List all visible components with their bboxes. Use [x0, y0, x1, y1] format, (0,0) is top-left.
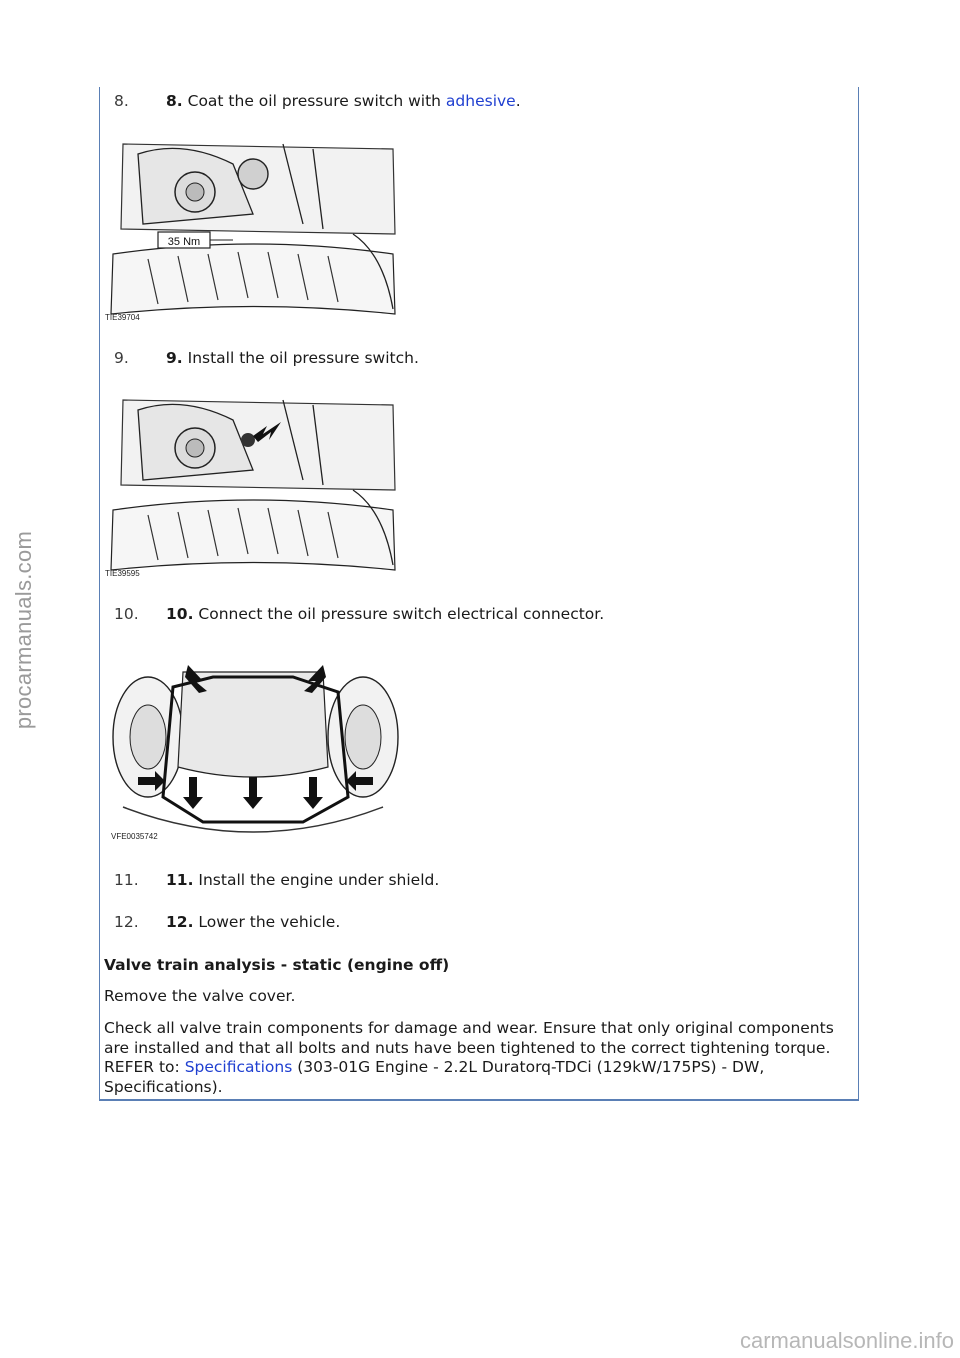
step-number: 8. — [114, 92, 129, 110]
footer-watermark: carmanualsonline.info — [739, 1328, 954, 1353]
step-text-before: Coat the oil pressure switch with — [187, 92, 446, 110]
step-text — [166, 92, 521, 110]
section-heading: Valve train analysis - static (engine off) — [104, 956, 450, 974]
step-label: 12. — [166, 913, 194, 931]
step-label: 8. — [166, 92, 183, 110]
step-text — [166, 913, 340, 931]
paragraph-text-after: (303-01G Engine - 2.2L Duratorq-TDCi (129kW/175PS) - DW, Specifications). — [104, 1058, 765, 1096]
step-label: 9. — [166, 349, 183, 367]
figure-install-oil-pressure-switch — [103, 390, 399, 580]
step-label: 11. — [166, 871, 194, 889]
step-number: 10. — [114, 605, 139, 623]
step-text — [166, 349, 419, 367]
step-text-body: Lower the vehicle. — [198, 913, 341, 931]
figure-code: TIE39595 — [105, 569, 140, 578]
side-watermark-text: procarmanuals.com — [11, 530, 36, 730]
paragraph-text-before: Check all valve train components for damage and wear. Ensure that only original components are installed and that all bolts and nuts have been tightened to the correct tightening torque. REFER to: — [104, 1019, 834, 1076]
step-text-body: Install the engine under shield. — [198, 871, 440, 889]
step-number: 9. — [114, 349, 129, 367]
procedure-panel — [99, 87, 859, 1101]
paragraph-check-components — [104, 1019, 844, 1097]
side-watermark — [4, 480, 44, 780]
specifications-link[interactable]: Specifications — [184, 1058, 293, 1076]
figure-code: TIE39704 — [105, 313, 140, 322]
torque-callout: 35 Nm — [167, 236, 201, 248]
step-text — [166, 605, 604, 623]
step-text-body: Install the oil pressure switch. — [187, 349, 419, 367]
step-label: 10. — [166, 605, 194, 623]
figure-engine-under-shield — [103, 647, 399, 843]
step-text — [166, 871, 439, 889]
step-number: 11. — [114, 871, 139, 889]
step-number: 12. — [114, 913, 139, 931]
step-text-body: Connect the oil pressure switch electrical connector. — [198, 605, 605, 623]
step-text-after: . — [515, 92, 521, 110]
figure-code: VFE0035742 — [111, 832, 158, 841]
paragraph-remove-valve-cover: Remove the valve cover. — [104, 987, 296, 1005]
figure-oil-pressure-switch-torque — [103, 134, 399, 324]
adhesive-link[interactable]: adhesive — [445, 92, 516, 110]
